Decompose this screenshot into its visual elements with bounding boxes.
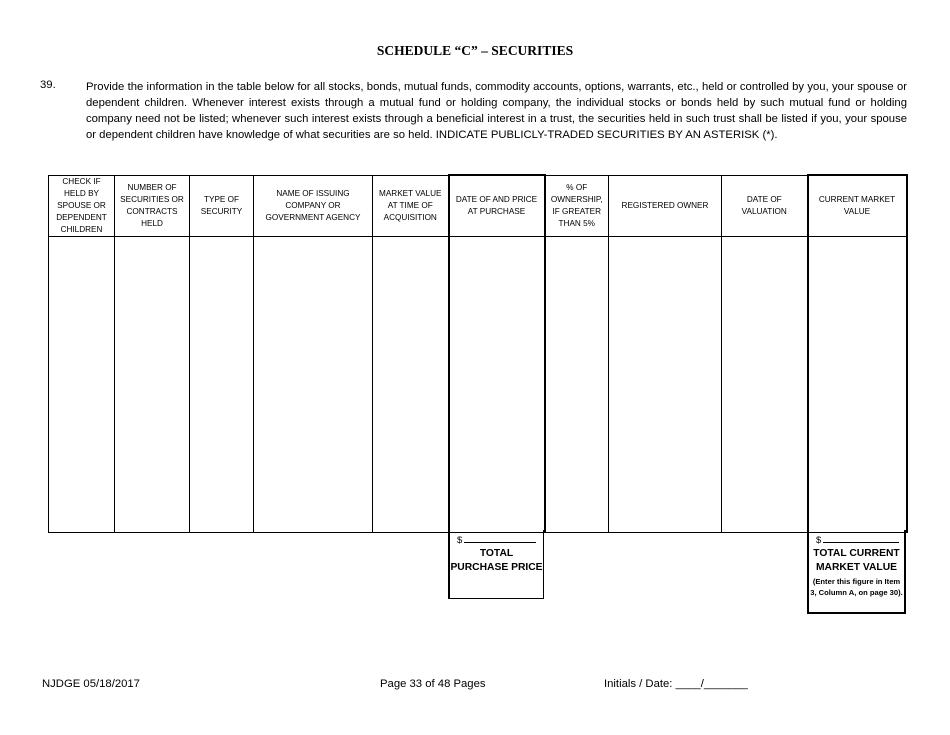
col-header-security-type: TYPE OF SECURITY [190, 175, 254, 236]
col-header-issuer-name: NAME OF ISSUING COMPANY OR GOVERNMENT AGENCY [254, 175, 373, 236]
col-header-spouse-check: CHECK IF HELD BY SPOUSE OR DEPENDENT CHILDREN [49, 175, 115, 236]
col-header-purchase-date-price: DATE OF AND PRICE AT PURCHASE [449, 175, 545, 236]
total-market-value-box [807, 530, 906, 614]
cell-valuation-date[interactable] [722, 236, 808, 532]
cell-number-held[interactable] [115, 236, 190, 532]
cell-market-value-acquisition[interactable] [373, 236, 449, 532]
total-purchase-price-field[interactable] [457, 534, 543, 546]
cell-current-market-value[interactable] [808, 236, 907, 532]
col-header-registered-owner: REGISTERED OWNER [609, 175, 722, 236]
col-header-market-value-acquisition: MARKET VALUE AT TIME OF ACQUISITION [373, 175, 449, 236]
col-header-ownership-percent: % OF OWNERSHIP, IF GREATER THAN 5% [545, 175, 609, 236]
total-purchase-price-label: TOTAL PURCHASE PRICE [450, 548, 543, 573]
total-market-value-note: (Enter this figure in Item 3, Column A, on page 30). [810, 577, 903, 597]
dollar-sign: $ [816, 535, 822, 546]
total-purchase-price-box [448, 530, 544, 599]
total-market-value-field[interactable] [816, 534, 904, 546]
cell-purchase-date-price[interactable] [449, 236, 545, 532]
col-header-current-market-value: CURRENT MARKET VALUE [808, 175, 907, 236]
securities-table [48, 174, 908, 533]
amount-blank[interactable] [823, 534, 899, 543]
cell-spouse-check[interactable] [49, 236, 115, 532]
total-market-value-label: TOTAL CURRENT MARKET VALUE [813, 548, 900, 573]
item-instructions: Provide the information in the table below for all stocks, bonds, mutual funds, commodity accounts, options, warrants, etc., held or controlled by you, your spouse or dependent children. Whenever interest exists through a mutual fund or holding company, the individual stocks or bonds held by such mutual fund or holding company need not be listed; whenever such interest exists through a beneficial interest in a trust, the securities held in such trust shall be listed if you, your spouse or dependent children have knowledge of what securities are so held. INDICATE PUBLICLY-TRADED SECURITIES BY AN ASTERISK (*). [86, 81, 907, 141]
cell-security-type[interactable] [190, 236, 254, 532]
amount-blank[interactable] [464, 534, 536, 543]
cell-ownership-percent[interactable] [545, 236, 609, 532]
table-header-row [49, 175, 907, 236]
dollar-sign: $ [457, 535, 463, 546]
form-id: NJDGE 05/18/2017 [42, 678, 140, 690]
col-header-number-held: NUMBER OF SECURITIES OR CONTRACTS HELD [115, 175, 190, 236]
item-number: 39. [40, 79, 56, 91]
cell-registered-owner[interactable] [609, 236, 722, 532]
page-number: Page 33 of 48 Pages [380, 678, 486, 690]
schedule-title: SCHEDULE “C” – SECURITIES [376, 43, 574, 58]
cell-issuer-name[interactable] [254, 236, 373, 532]
initials-date: Initials / Date: ____/_______ [604, 678, 748, 690]
col-header-valuation-date: DATE OF VALUATION [722, 175, 808, 236]
table-row [49, 236, 907, 532]
